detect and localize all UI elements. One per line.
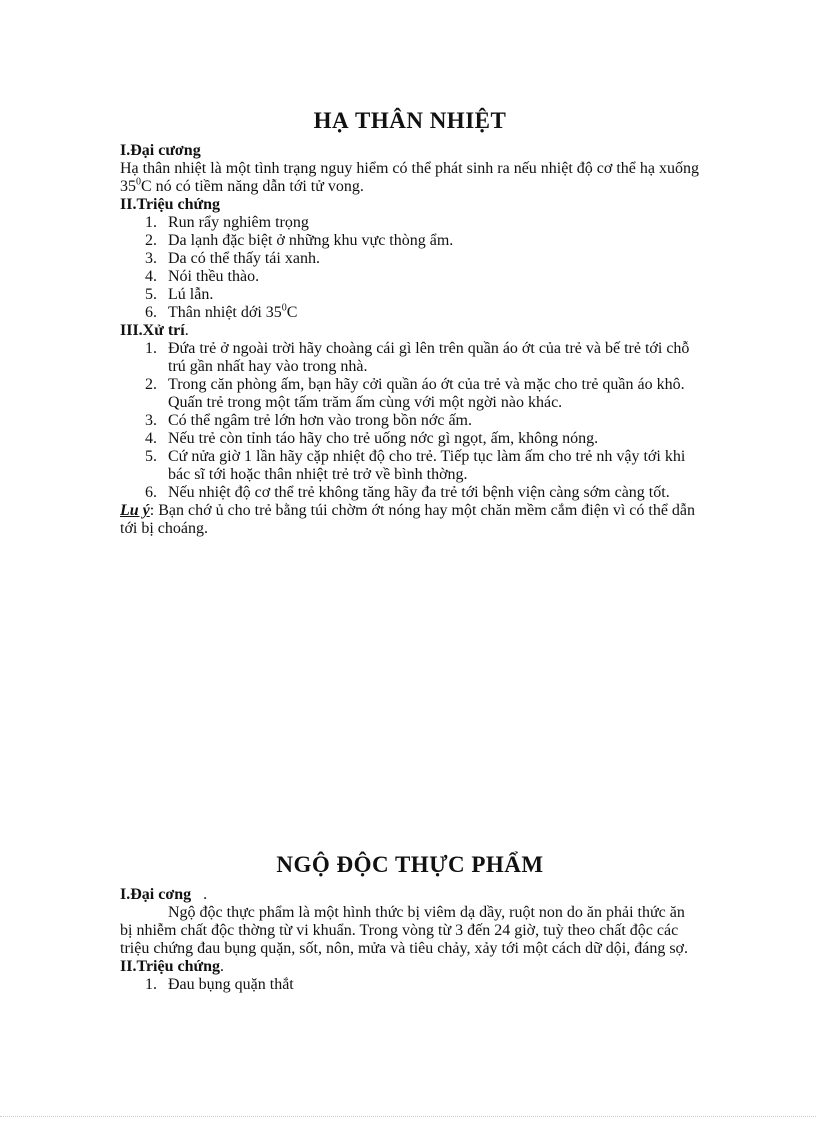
page-bottom-divider bbox=[0, 1116, 816, 1117]
section-title: NGỘ ĐỘC THỰC PHẨM bbox=[276, 852, 544, 877]
heading-overview: I.Đại cương bbox=[120, 142, 201, 159]
list-item: 4. Nếu trẻ còn tỉnh táo hãy cho trẻ uống nớc gì ngọt, ấm, không nóng. bbox=[145, 430, 599, 447]
list-item: 5. Cứ nửa giờ 1 lần hãy cặp nhiệt độ cho trẻ. Tiếp tục làm ấm cho trẻ nh vậy tới khi bác sĩ tới hoặc thân nhiệt trẻ trở về bình thờng. bbox=[145, 448, 686, 483]
list-item: 3. Da có thể thấy tái xanh. bbox=[145, 250, 320, 267]
list-item: 6. Nếu nhiệt độ cơ thể trẻ không tăng hãy đa trẻ tới bệnh viện càng sớm càng tốt. bbox=[145, 484, 670, 501]
heading-treatment: III.Xử trí. bbox=[120, 322, 189, 339]
symptom-list bbox=[120, 976, 700, 994]
overview-text: Hạ thân nhiệt là một tình trạng nguy hiểm có thể phát sinh ra nếu nhiệt độ cơ thể hạ xuống 35 bbox=[120, 160, 699, 195]
note-label: Lu ý bbox=[120, 502, 150, 519]
overview-paragraph bbox=[120, 160, 700, 196]
treatment-list bbox=[120, 340, 700, 502]
list-item: 4. Nói thều thào. bbox=[145, 268, 260, 285]
list-item: 1. Đứa trẻ ở ngoài trời hãy choàng cái gì lên trên quần áo ớt của trẻ và bế trẻ tới chỗ trú gần nhất hay vào trong nhà. bbox=[145, 340, 690, 375]
note-paragraph bbox=[120, 502, 700, 538]
section-title: HẠ THÂN NHIỆT bbox=[313, 108, 507, 133]
heading-overview: I.Đại cơng . bbox=[120, 886, 208, 903]
superscript-degree: 0 bbox=[281, 302, 287, 314]
section-food-poisoning bbox=[120, 848, 700, 994]
list-item: 2. Da lạnh đặc biệt ở những khu vực thòng ẩm. bbox=[145, 232, 454, 249]
superscript-degree: 0 bbox=[136, 176, 141, 188]
list-item: 1. Run rẩy nghiêm trọng bbox=[145, 214, 309, 231]
list-item: 3. Có thể ngâm trẻ lớn hơn vào trong bồn nớc ấm. bbox=[145, 412, 472, 429]
list-item: 1. Đau bụng quặn thắt bbox=[145, 976, 294, 993]
heading-symptoms: II.Triệu chứng. bbox=[120, 958, 224, 975]
symptom-list bbox=[120, 214, 700, 322]
note-text: : Bạn chớ ủ cho trẻ bằng túi chờm ớt nóng hay một chăn mềm cắm điện vì có thể dẫn tới bị choáng. bbox=[120, 502, 696, 537]
heading-symptoms: II.Triệu chứng bbox=[120, 196, 220, 213]
overview-text-end: C nó có tiềm năng dẫn tới tử vong. bbox=[141, 178, 364, 195]
list-item: 5. Lú lẫn. bbox=[145, 286, 214, 303]
section-hypothermia bbox=[120, 104, 700, 538]
list-item: 2. Trong căn phòng ấm, bạn hãy cởi quần áo ớt của trẻ và mặc cho trẻ quần áo khô. Quấn trẻ trong một tấm trăm ấm cùng với một ngời nào khác. bbox=[145, 376, 685, 411]
overview-paragraph: Ngộ độc thực phẩm là một hình thức bị viêm dạ dầy, ruột non do ăn phải thức ăn bị nhiễm chất độc thờng từ vi khuẩn. Trong vòng từ 3 đến 24 giờ, tuỳ theo chất độc các triệu chứng đau bụng quặn, sốt, nôn, mửa và tiêu chảy, xảy tới một cách dữ dội, đáng sợ. bbox=[120, 904, 688, 957]
list-item: 6. Thân nhiệt dới $35^0C$ bbox=[145, 302, 298, 321]
